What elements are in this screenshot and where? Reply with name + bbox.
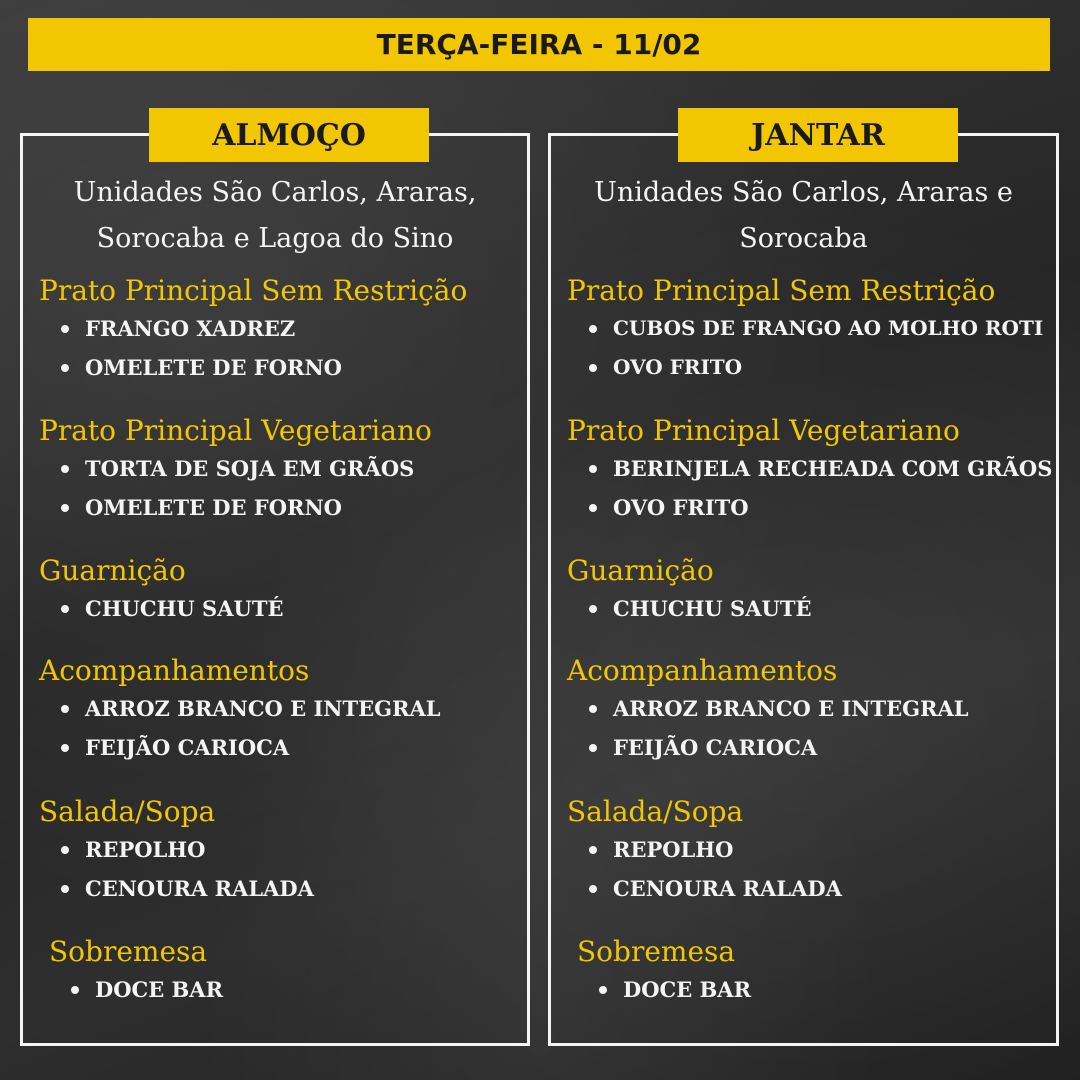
section-title: Guarnição <box>567 554 714 587</box>
section-title: Salada/Sopa <box>567 795 744 828</box>
list-item: CHUCHU SAUTÉ <box>567 589 1056 628</box>
list-item: OMELETE DE FORNO <box>39 488 527 527</box>
list-item: DOCE BAR <box>577 970 1056 1009</box>
list-item: ARROZ BRANCO E INTEGRAL <box>567 689 1056 728</box>
section-title: Prato Principal Sem Restrição <box>39 274 468 307</box>
lunch-units: Unidades São Carlos, Araras, Sorocaba e Lagoa do Sino <box>73 177 477 254</box>
list-item: ARROZ BRANCO E INTEGRAL <box>39 689 527 728</box>
list-item: REPOLHO <box>39 830 527 869</box>
section-title: Prato Principal Sem Restrição <box>567 274 996 307</box>
list-item: DOCE BAR <box>49 970 527 1009</box>
lunch-section-side <box>39 553 527 628</box>
section-title: Salada/Sopa <box>39 795 216 828</box>
list-item: FRANGO XADREZ <box>39 309 527 348</box>
dinner-section-side <box>567 553 1056 628</box>
list-item: OVO FRITO <box>567 348 1056 387</box>
dinner-tab-label: JANTAR <box>678 108 958 162</box>
section-title: Acompanhamentos <box>567 654 838 687</box>
lunch-section-accompaniments <box>39 653 527 767</box>
lunch-section-salad <box>39 794 527 908</box>
dinner-section-accompaniments <box>567 653 1056 767</box>
list-item: OMELETE DE FORNO <box>39 348 527 387</box>
list-item: CHUCHU SAUTÉ <box>39 589 527 628</box>
date-banner <box>28 18 1050 71</box>
list-item: TORTA DE SOJA EM GRÃOS <box>39 449 527 488</box>
section-title: Sobremesa <box>49 935 208 968</box>
lunch-section-vegetarian <box>39 413 527 527</box>
lunch-section-dessert <box>49 934 527 1009</box>
section-title: Prato Principal Vegetariano <box>567 414 960 447</box>
list-item: FEIJÃO CARIOCA <box>567 728 1056 767</box>
dinner-section-vegetarian <box>567 413 1056 527</box>
lunch-panel <box>20 117 530 1046</box>
list-item: REPOLHO <box>567 830 1056 869</box>
dinner-section-dessert <box>577 934 1056 1009</box>
lunch-section-main <box>39 273 527 387</box>
section-title: Acompanhamentos <box>39 654 310 687</box>
section-title: Sobremesa <box>577 935 736 968</box>
list-item: OVO FRITO <box>567 488 1056 527</box>
dinner-section-main <box>567 273 1056 387</box>
date-title: TERÇA-FEIRA - 11/02 <box>376 28 702 61</box>
section-title: Guarnição <box>39 554 186 587</box>
list-item: BERINJELA RECHEADA COM GRÃOS <box>567 449 1056 488</box>
section-title: Prato Principal Vegetariano <box>39 414 432 447</box>
list-item: CENOURA RALADA <box>567 869 1056 908</box>
lunch-tab-label: ALMOÇO <box>149 108 429 162</box>
list-item: CENOURA RALADA <box>39 869 527 908</box>
dinner-units: Unidades São Carlos, Araras e Sorocaba <box>594 177 1013 254</box>
list-item: CUBOS DE FRANGO AO MOLHO ROTI <box>567 309 1056 348</box>
list-item: FEIJÃO CARIOCA <box>39 728 527 767</box>
dinner-section-salad <box>567 794 1056 908</box>
dinner-panel <box>548 117 1059 1046</box>
